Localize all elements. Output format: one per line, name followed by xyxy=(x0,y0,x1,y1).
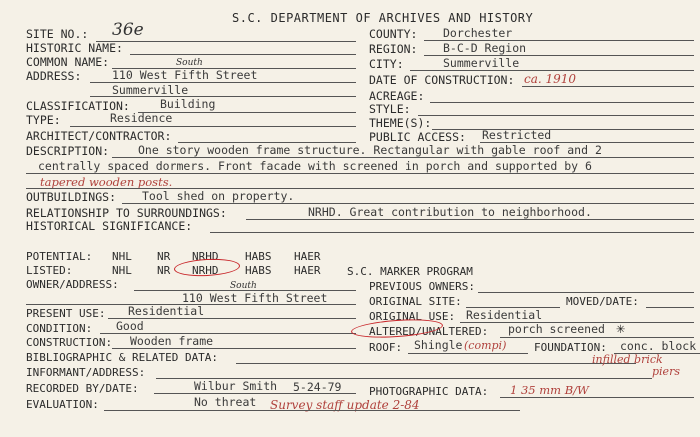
date-value: ca. 1910 xyxy=(524,72,577,86)
foundation-value: conc. block xyxy=(620,339,697,353)
potential-nr: NR xyxy=(157,250,171,263)
altered-value: porch screened xyxy=(508,322,605,336)
style-label: STYLE: xyxy=(369,102,411,116)
condition-label: CONDITION: xyxy=(26,322,93,335)
historic-name-label: HISTORIC NAME: xyxy=(26,41,123,55)
site-no-line xyxy=(96,41,356,42)
listed-nhl: NHL xyxy=(112,264,132,277)
previous-owners-label: PREVIOUS OWNERS: xyxy=(369,280,475,293)
description-label: DESCRIPTION: xyxy=(26,144,110,158)
significance-label: HISTORICAL SIGNIFICANCE: xyxy=(26,219,193,233)
present-use-label: PRESENT USE: xyxy=(26,307,106,320)
construction-line xyxy=(112,348,356,349)
type-value: Residence xyxy=(110,111,173,125)
recorded-by: Wilbur Smith xyxy=(194,379,278,393)
outbuildings-line xyxy=(122,203,694,204)
region-value: B-C-D Region xyxy=(443,41,527,55)
roof-value: Shingle xyxy=(414,338,463,352)
owner-label: OWNER/ADDRESS: xyxy=(26,278,119,291)
address-line2: Summerville xyxy=(112,83,189,97)
address-line1: 110 West Fifth Street xyxy=(112,68,258,82)
potential-nrhd: NRHD xyxy=(192,250,219,263)
original-site-label: ORIGINAL SITE: xyxy=(369,295,462,308)
description-rule2 xyxy=(26,173,694,174)
potential-label: POTENTIAL: xyxy=(26,250,93,263)
roof-label: ROOF: xyxy=(369,341,403,354)
region-label: REGION: xyxy=(369,42,418,56)
foundation-note-2: piers xyxy=(652,365,680,378)
recorded-line xyxy=(154,393,356,394)
foundation-note-1: infilled brick xyxy=(592,353,663,366)
recorded-label: RECORDED BY/DATE: xyxy=(26,382,139,395)
evaluation-line xyxy=(104,410,520,411)
potential-habs: HABS xyxy=(245,250,272,263)
evaluation-label: EVALUATION: xyxy=(26,398,99,411)
present-use-value: Residential xyxy=(128,304,205,318)
evaluation-value: No threat xyxy=(194,395,257,409)
address-note: South xyxy=(176,58,203,68)
construction-value: Wooden frame xyxy=(130,334,214,348)
moved-line xyxy=(646,307,694,308)
construction-label: CONSTRUCTION: xyxy=(26,336,113,349)
acreage-line xyxy=(430,102,694,103)
condition-value: Good xyxy=(116,319,144,333)
classification-value: Building xyxy=(160,97,216,111)
owner-address: 110 West Fifth Street xyxy=(182,291,328,305)
address-line-2 xyxy=(90,96,356,97)
outbuildings-label: OUTBUILDINGS: xyxy=(26,190,117,204)
relationship-line xyxy=(246,219,694,220)
photographic-line xyxy=(500,397,694,398)
bibliography-label: BIBLIOGRAPHIC & RELATED DATA: xyxy=(26,351,219,364)
altered-line xyxy=(500,337,694,338)
present-use-line xyxy=(108,318,356,319)
classification-label: CLASSIFICATION: xyxy=(26,99,130,113)
relationship-label: RELATIONSHIP TO SURROUNDINGS: xyxy=(26,206,227,220)
public-access-label: PUBLIC ACCESS: xyxy=(369,130,466,144)
city-line xyxy=(410,70,694,71)
owner-note: South xyxy=(230,281,257,291)
listed-haer: HAER xyxy=(294,264,321,277)
photographic-label: PHOTOGRAPHIC DATA: xyxy=(369,385,489,398)
marker-program: S.C. MARKER PROGRAM xyxy=(347,265,473,278)
listed-nr: NR xyxy=(157,264,171,277)
county-value: Dorchester xyxy=(443,26,513,40)
moved-label: MOVED/DATE: xyxy=(566,295,639,308)
listed-habs: HABS xyxy=(245,264,272,277)
common-name-label: COMMON NAME: xyxy=(26,55,110,69)
recorded-date: 5-24-79 xyxy=(293,380,342,394)
description-rule3 xyxy=(26,188,694,189)
informant-label: INFORMANT/ADDRESS: xyxy=(26,366,146,379)
city-value: Summerville xyxy=(443,56,520,70)
original-use-label: ORIGINAL USE: xyxy=(369,310,456,323)
potential-haer: HAER xyxy=(294,250,321,263)
city-label: CITY: xyxy=(369,57,404,71)
historic-name-line xyxy=(130,54,356,55)
type-label: TYPE: xyxy=(26,113,61,127)
card-title: S.C. DEPARTMENT OF ARCHIVES AND HISTORY xyxy=(232,11,534,25)
address-label: ADDRESS: xyxy=(26,69,82,83)
listed-label: LISTED: xyxy=(26,264,73,277)
description-rule1 xyxy=(112,157,694,158)
original-use-value: Residential xyxy=(466,308,543,322)
listed-nrhd: NRHD xyxy=(192,264,219,277)
foundation-label: FOUNDATION: xyxy=(534,341,607,354)
significance-line xyxy=(210,232,694,233)
altered-label: ALTERED/UNALTERED: xyxy=(369,325,489,338)
asterisk-icon: ✳ xyxy=(616,319,626,337)
previous-owners-line xyxy=(478,292,694,293)
relationship-value: NRHD. Great contribution to neighborhood. xyxy=(308,205,592,219)
themes-label: THEME(S): xyxy=(369,116,432,130)
roof-line xyxy=(408,353,528,354)
architect-label: ARCHITECT/CONTRACTOR: xyxy=(26,129,172,143)
survey-note: Survey staff update 2-84 xyxy=(270,398,420,412)
bibliography-line xyxy=(236,363,636,364)
nrhd-circle xyxy=(174,257,241,277)
public-access-value: Restricted xyxy=(482,128,552,142)
photographic-value: 1 35 mm B/W xyxy=(510,383,589,397)
type-line xyxy=(70,126,356,127)
date-label: DATE OF CONSTRUCTION: xyxy=(369,73,515,87)
county-label: COUNTY: xyxy=(369,27,418,41)
description-line2: centrally spaced dormers. Front facade with screened in porch and supported by 6 xyxy=(38,159,592,173)
style-line xyxy=(418,115,694,116)
site-no-value: 36e xyxy=(112,20,144,40)
acreage-label: ACREAGE: xyxy=(369,89,425,103)
themes-line xyxy=(432,129,694,130)
outbuildings-value: Tool shed on property. xyxy=(142,189,295,203)
description-line3: tapered wooden posts. xyxy=(40,175,173,189)
description-line1: One story wooden frame structure. Rectangular with gable roof and 2 xyxy=(138,143,602,157)
date-line xyxy=(522,86,694,87)
roof-note: (compi) xyxy=(464,339,507,352)
potential-nhl: NHL xyxy=(112,250,132,263)
site-no-label: SITE NO.: xyxy=(26,27,89,41)
